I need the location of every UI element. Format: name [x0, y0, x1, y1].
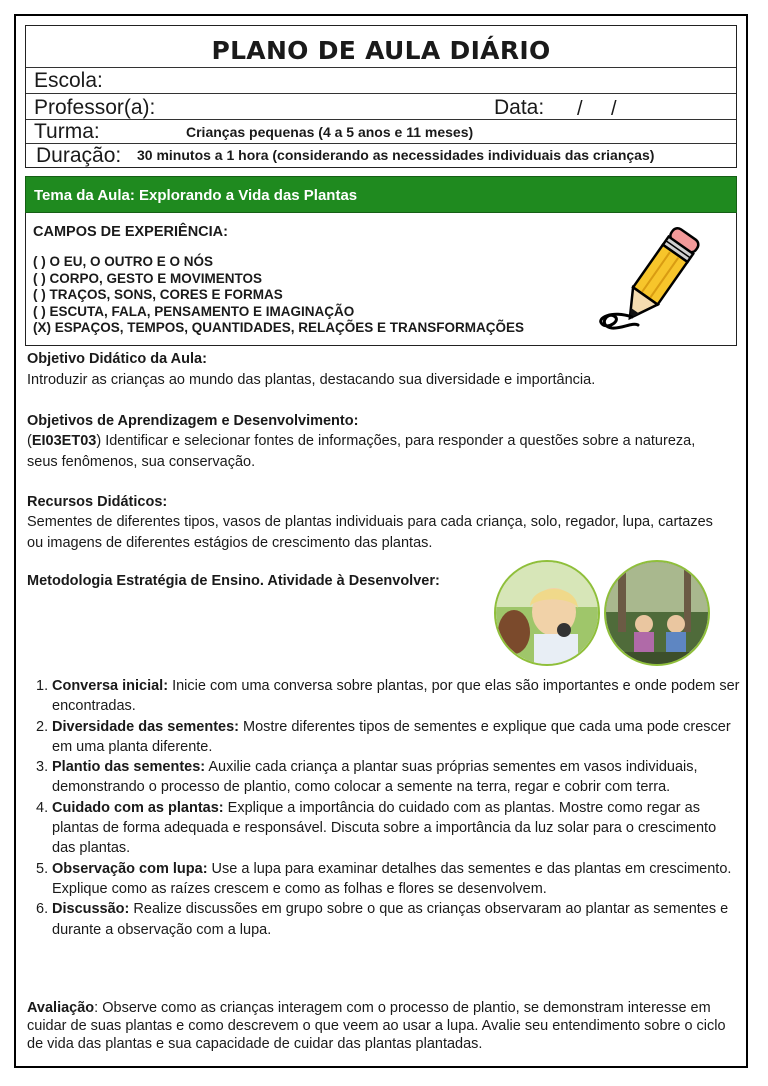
step-number: 3.: [36, 759, 49, 776]
step-title: Diversidade das sementes:: [52, 718, 239, 735]
campos-item: ( ) CORPO, GESTO E MOVIMENTOS: [33, 270, 263, 286]
avaliacao-heading: Avaliação: [27, 1000, 95, 1016]
header-box: [25, 25, 737, 168]
recursos-heading: Recursos Didáticos:: [27, 494, 168, 510]
activity-step: [36, 676, 740, 717]
header-divider: [26, 119, 736, 120]
objetivo-heading: Objetivo Didático da Aula:: [27, 351, 207, 367]
duration-value: 30 minutos a 1 hora (considerando as necessidades individuais das crianças): [137, 147, 655, 163]
aprendizagem-heading: Objetivos de Aprendizagem e Desenvolvimento:: [27, 413, 359, 429]
step-number: 1.: [36, 678, 49, 694]
header-divider: [26, 143, 736, 144]
activity-step: [36, 757, 740, 798]
avaliacao-text: : Observe como as crianças interagem com o processo de plantio, se demonstram interesse em cuidar de suas plantas e como descrevem o que veem ao usar a lupa. Avalie seu entendimento sobre o ciclo de vida das plantas e sua capacidade de cuidar das plantas plantadas.: [27, 1000, 726, 1052]
step-text: Inicie com uma conversa sobre plantas, por que elas são importantes e onde podem ser encontradas.: [52, 678, 740, 715]
duration-label: Duração:: [36, 144, 122, 167]
step-title: Conversa inicial:: [52, 678, 169, 694]
campos-item: ( ) ESCUTA, FALA, PENSAMENTO E IMAGINAÇÃO: [33, 303, 355, 319]
step-number: 6.: [36, 901, 49, 918]
pencil-icon: [592, 222, 720, 337]
metodologia-heading: Metodologia Estratégia de Ensino. Atividade à Desenvolver:: [27, 573, 440, 589]
campos-item: (X) ESPAÇOS, TEMPOS, QUANTIDADES, RELAÇÕES E TRANSFORMAÇÕES: [33, 320, 525, 336]
date-separator: /: [611, 98, 617, 120]
campos-list: [33, 254, 524, 337]
step-number: 2.: [36, 718, 49, 735]
campos-item: ( ) O EU, O OUTRO E O NÓS: [33, 254, 214, 269]
step-number: 4.: [36, 799, 49, 816]
activity-step: [36, 899, 740, 940]
aprendizagem-text: (EI03ET03) Identificar e selecionar fontes de informações, para responder a questões sobre a natureza, seus fenômenos, sua conservação.: [27, 433, 696, 470]
teacher-label: Professor(a):: [34, 96, 156, 119]
activity-step: [36, 798, 740, 859]
step-text: Explique a importância do cuidado com as plantas. Mostre como regar as plantas de forma adequada e responsável. Discuta sobre a importância da luz solar para o crescimento das plantas.: [52, 799, 717, 857]
step-title: Discussão:: [52, 901, 130, 918]
school-label: Escola:: [34, 69, 103, 92]
date-separator: /: [577, 98, 583, 120]
step-text: Use a lupa para examinar detalhes das sementes e das plantas em crescimento. Explique como as raízes crescem e como as folhas e flores se desenvolvem.: [52, 860, 732, 897]
aprendizagem-description: Identificar e selecionar fontes de informações, para responder a questões sobre a natureza, seus fenômenos, sua conservação.: [27, 433, 696, 470]
activity-steps: [36, 676, 740, 940]
lesson-theme-bar: Tema da Aula: Explorando a Vida das Plantas: [25, 176, 737, 213]
campos-item: ( ) TRAÇOS, SONS, CORES E FORMAS: [33, 287, 283, 303]
step-title: Observação com lupa:: [52, 860, 208, 877]
recursos-text: Sementes de diferentes tipos, vasos de plantas individuais para cada criança, solo, regador, lupa, cartazes ou imagens de diferentes estágios de crescimento das plantas.: [27, 514, 713, 551]
activity-step: [36, 859, 740, 900]
bncc-code: EI03ET03: [31, 433, 97, 449]
step-text: Mostre diferentes tipos de sementes e explique que cada uma pode crescer em uma planta diferente.: [52, 718, 731, 755]
step-title: Plantio das sementes:: [52, 759, 206, 776]
activity-step: [36, 717, 740, 758]
step-title: Cuidado com as plantas:: [52, 799, 224, 816]
children-in-forest-photo: [604, 560, 710, 666]
header-divider: [26, 67, 736, 68]
header-divider: [26, 93, 736, 94]
objetivo-text: Introduzir as crianças ao mundo das plantas, destacando sua diversidade e importância.: [27, 372, 596, 388]
date-label: Data:: [494, 96, 545, 119]
step-text: Auxilie cada criança a plantar suas próprias sementes em vasos individuais, demonstrando o processo de plantio, como colocar a semente na terra, regar e cobrir com terra.: [52, 759, 698, 796]
child-with-magnifier-photo: [494, 560, 600, 666]
class-label: Turma:: [34, 120, 100, 143]
campos-title: CAMPOS DE EXPERIÊNCIA:: [33, 224, 228, 240]
step-number: 5.: [36, 860, 49, 877]
page-title: PLANO DE AULA DIÁRIO: [211, 36, 551, 65]
class-value: Crianças pequenas (4 a 5 anos e 11 meses): [186, 124, 474, 140]
avaliacao-paragraph: [27, 999, 727, 1053]
step-text: Realize discussões em grupo sobre o que as crianças observaram ao plantar as sementes e durante a observação com a lupa.: [52, 901, 729, 938]
